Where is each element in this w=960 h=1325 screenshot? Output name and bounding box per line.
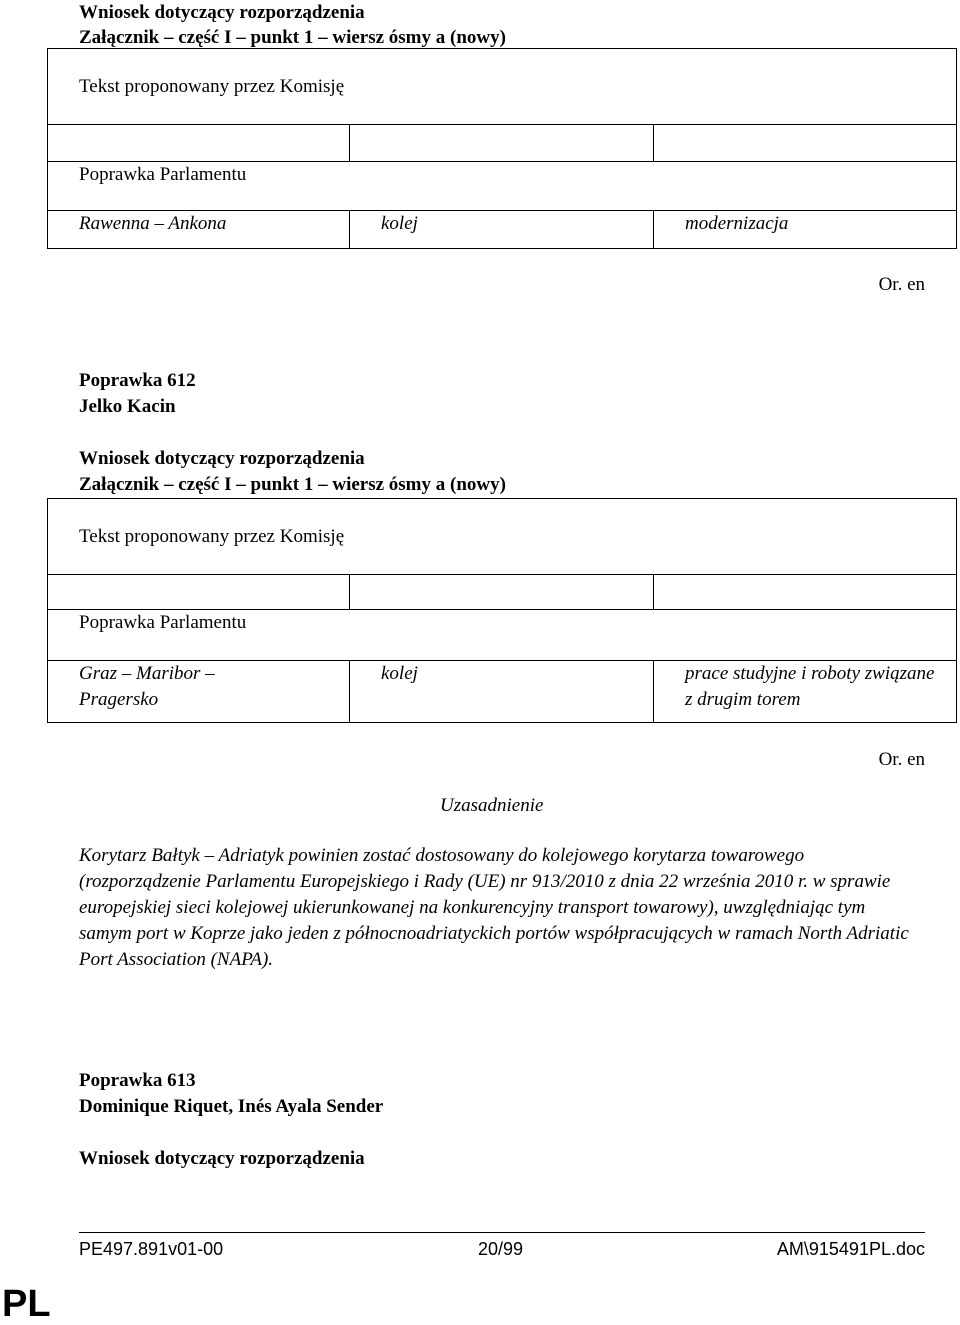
footer-doc-ref: PE497.891v01-00 [79,1239,224,1259]
prev-commission-text-label: Tekst proponowany przez Komisję [79,76,345,97]
amendment-612-number: Poprawka 612 [79,370,196,391]
amendment-613-authors: Dominique Riquet, Inés Ayala Sender [79,1096,384,1117]
footer-page-number: 20/99 [478,1239,524,1259]
amendment-612-row-description: prace studyjne i roboty związane z drugim torem [685,663,935,710]
amendment-612-heading2: Załącznik – część I – punkt 1 – wiersz ósmy a (nowy) [79,474,506,495]
prev-row-description: modernizacja [685,213,789,234]
amendment-613-heading1: Wniosek dotyczący rozporządzenia [79,1148,365,1169]
amendment-612-parliament-label: Poprawka Parlamentu [79,612,247,633]
footer-language-code: PL [2,1283,51,1325]
amendment-612-heading1: Wniosek dotyczący rozporządzenia [79,448,365,469]
prev-parliament-label: Poprawka Parlamentu [79,164,247,185]
amendment-612-original-language: Or. en [878,749,925,770]
prev-original-language: Or. en [878,274,925,295]
justification-title: Uzasadnienie [440,795,544,816]
amendment-612-author: Jelko Kacin [79,396,176,417]
prev-row-section: Rawenna – Ankona [79,213,227,234]
prev-heading2: Załącznik – część I – punkt 1 – wiersz ósmy a (nowy) [79,27,506,48]
amendment-613-number: Poprawka 613 [79,1070,196,1091]
footer-file-name: AM\915491PL.doc [776,1239,925,1259]
amendment-612-row-section: Graz – Maribor – Pragersko [79,663,215,710]
amendment-612-row-mode: kolej [381,663,418,684]
prev-heading1: Wniosek dotyczący rozporządzenia [79,2,365,23]
justification-text: Korytarz Bałtyk – Adriatyk powinien zostać dostosowany do kolejowego korytarza towarowego (rozporządzenie Parlamentu Europejskiego i Rady (UE) nr 913/2010 z dnia 22 września 2010 r. w sprawie europejskiej sieci kolejowej ukierunkowanej na konkurencyjny transport towarowy), uwzględniając tym samym port w Koprze jako jeden z północnoadriatyckich portów współpracujących w ramach North Adriatic Port Association (NAPA). [79,845,909,970]
prev-row-mode: kolej [381,213,418,234]
footer-rule [79,1232,925,1233]
amendment-612-commission-text-label: Tekst proponowany przez Komisję [79,526,345,547]
